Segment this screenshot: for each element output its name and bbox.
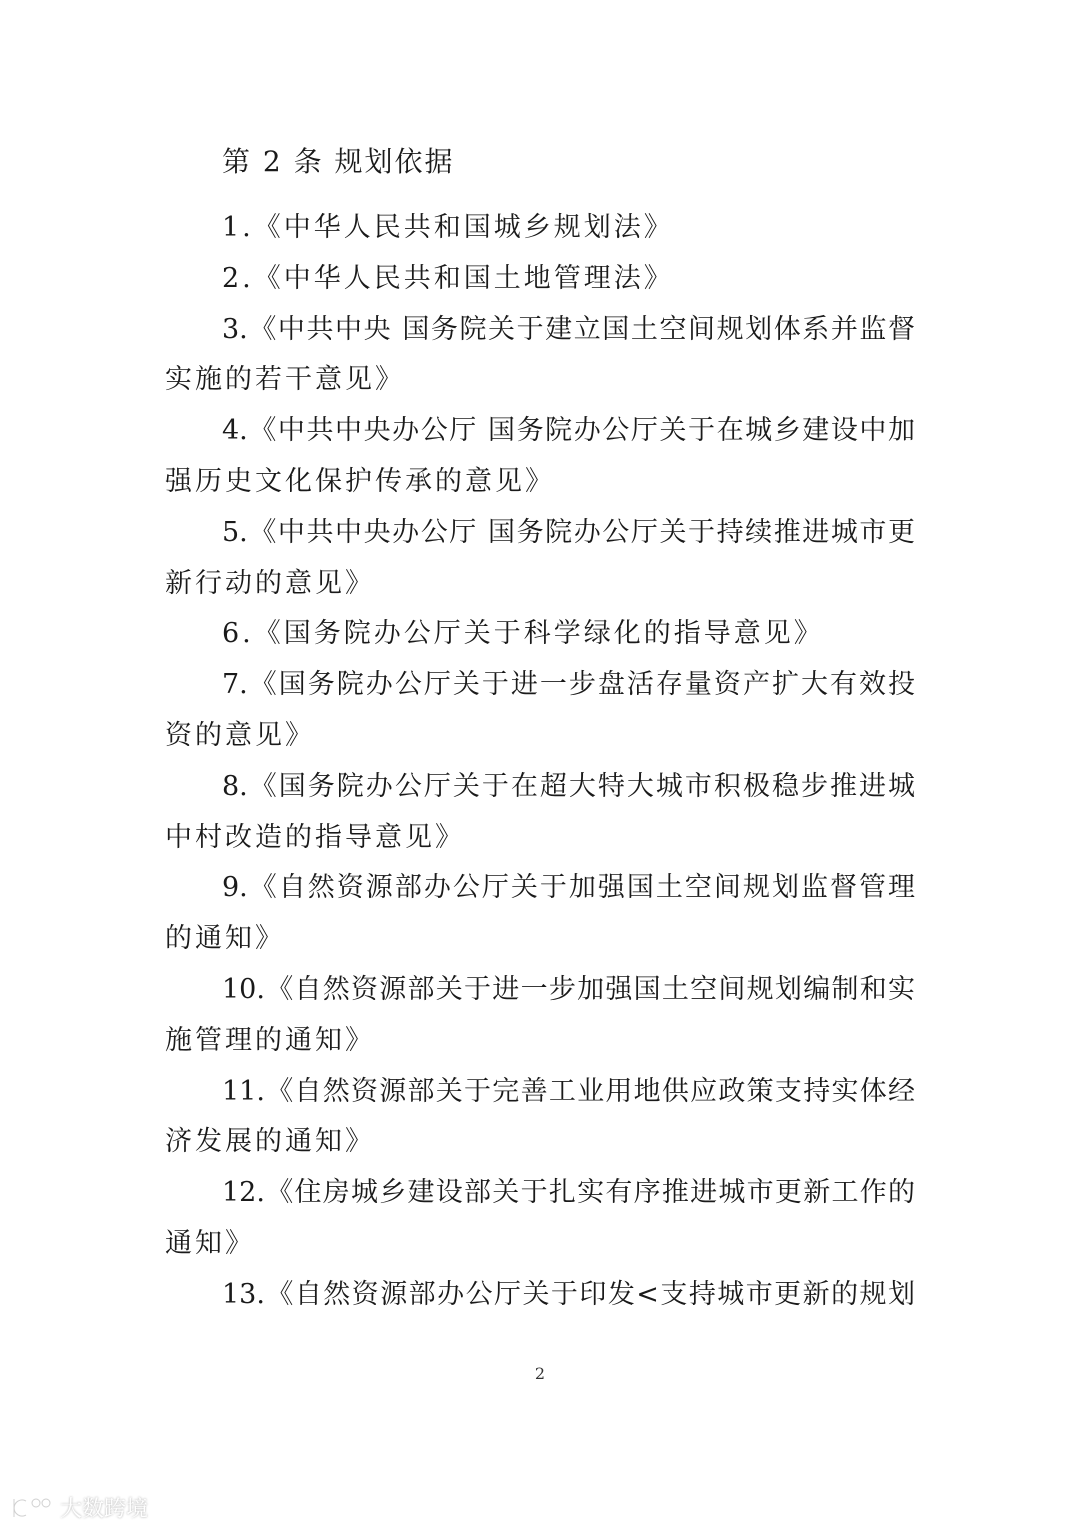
article-heading: 第 2 条 规划依据	[222, 145, 455, 178]
watermark-text: 大数跨境	[60, 1497, 149, 1522]
watermark	[10, 1492, 148, 1523]
list-item: 4.《中共中央办公厅 国务院办公厅关于在城乡建设中加	[222, 415, 915, 447]
list-item-continuation: 实施的若干意见》	[165, 364, 405, 396]
list-item-continuation: 资的意见》	[165, 719, 315, 751]
list-item: 7.《国务院办公厅关于进一步盘活存量资产扩大有效投	[222, 669, 915, 701]
basis-list	[165, 207, 915, 1325]
list-item: 3.《中共中央 国务院关于建立国土空间规划体系并监督	[222, 313, 915, 345]
watermark-logo-icon	[10, 1495, 54, 1521]
list-item: 13.《自然资源部办公厅关于印发<支持城市更新的规划	[222, 1278, 915, 1310]
list-item-continuation: 中村改造的指导意见》	[165, 821, 465, 853]
list-item: 5.《中共中央办公厅 国务院办公厅关于持续推进城市更	[222, 516, 915, 548]
list-item-continuation: 通知》	[165, 1227, 255, 1259]
list-item-continuation: 新行动的意见》	[165, 567, 375, 599]
list-item: 8.《国务院办公厅关于在超大特大城市积极稳步推进城	[222, 770, 915, 802]
list-item: 9.《自然资源部办公厅关于加强国土空间规划监督管理	[222, 872, 915, 904]
list-item: 11.《自然资源部关于完善工业用地供应政策支持实体经	[222, 1075, 915, 1107]
list-item-continuation: 施管理的通知》	[165, 1024, 375, 1056]
list-item-continuation: 济发展的通知》	[165, 1126, 375, 1158]
list-item: 1.《中华人民共和国城乡规划法》	[222, 212, 674, 243]
page-number: 2	[534, 1364, 546, 1383]
list-item-continuation: 强历史文化保护传承的意见》	[165, 465, 555, 497]
list-item: 2.《中华人民共和国土地管理法》	[222, 262, 674, 294]
list-item-continuation: 的通知》	[165, 923, 285, 955]
list-item: 6.《国务院办公厅关于科学绿化的指导意见》	[222, 618, 824, 650]
list-item: 10.《自然资源部关于进一步加强国土空间规划编制和实	[222, 973, 915, 1005]
list-item: 12.《住房城乡建设部关于扎实有序推进城市更新工作的	[222, 1177, 915, 1209]
